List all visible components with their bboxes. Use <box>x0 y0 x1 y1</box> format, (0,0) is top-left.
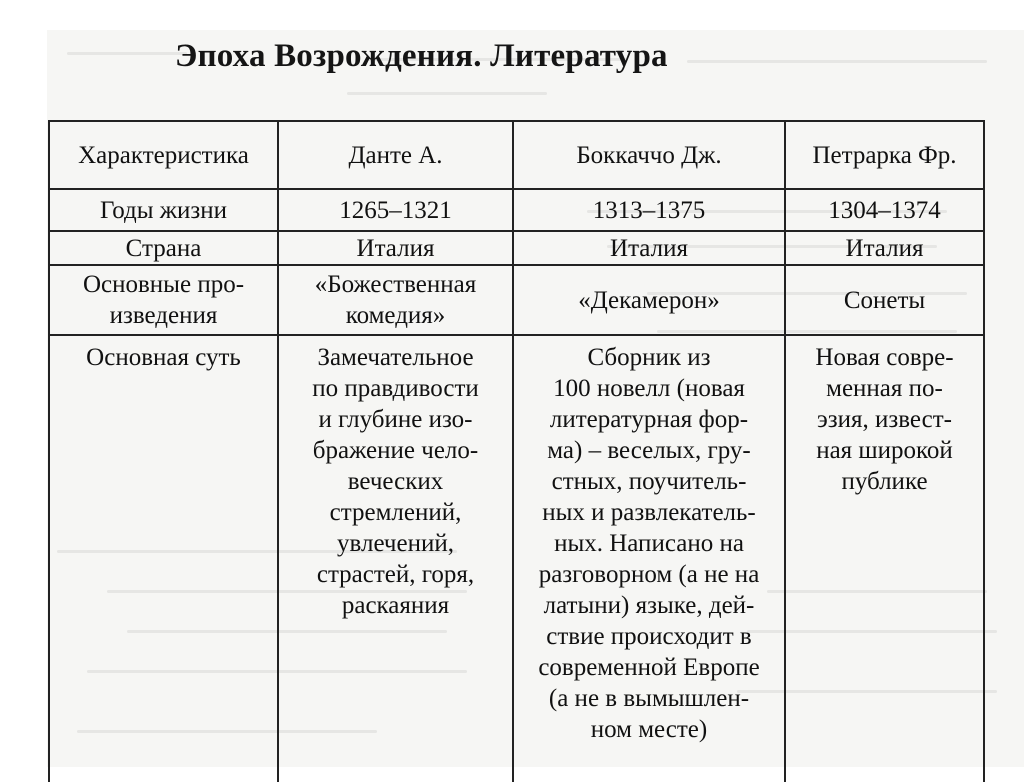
table-cell: Сонеты <box>785 265 984 335</box>
table-cell: Италия <box>785 231 984 265</box>
table-cell: Италия <box>513 231 785 265</box>
row-label: Основные про- изведения <box>49 265 278 335</box>
table-header-row <box>49 121 984 189</box>
table-cell: Новая совре- менная по- эзия, извест- ная широкой публике <box>785 335 984 782</box>
table-cell: 1313–1375 <box>513 189 785 231</box>
table-cell: Замечательное по правдивости и глубине изо- бражение чело- веческих стремлений, увлечений, страстей, горя, раскаяния <box>278 335 513 782</box>
table-cell: Сборник из 100 новелл (новая литературная фор- ма) – веселых, гру- стных, поучитель- ных и развлекатель- ных. Написано на разговорном (а не на латыни) языке, дей- ствие происходит в современной Европе (а не в вымышлен- ном месте) <box>513 335 785 782</box>
row-label: Страна <box>49 231 278 265</box>
literature-table <box>48 120 985 782</box>
header-dante: Данте А. <box>278 121 513 189</box>
table-cell: 1265–1321 <box>278 189 513 231</box>
header-petrarch: Петрарка Фр. <box>785 121 984 189</box>
table-row-country <box>49 231 984 265</box>
table-row-essence <box>49 335 984 782</box>
header-boccaccio: Боккаччо Дж. <box>513 121 785 189</box>
table-row-years <box>49 189 984 231</box>
table-cell: «Божественная комедия» <box>278 265 513 335</box>
table-row-works <box>49 265 984 335</box>
row-label: Годы жизни <box>49 189 278 231</box>
row-label: Основная суть <box>49 335 278 782</box>
header-characteristic: Характеристика <box>49 121 278 189</box>
table-cell: Италия <box>278 231 513 265</box>
table-cell: 1304–1374 <box>785 189 984 231</box>
table-cell: «Декамерон» <box>513 265 785 335</box>
page-title: Эпоха Возрождения. Литература <box>175 38 668 74</box>
